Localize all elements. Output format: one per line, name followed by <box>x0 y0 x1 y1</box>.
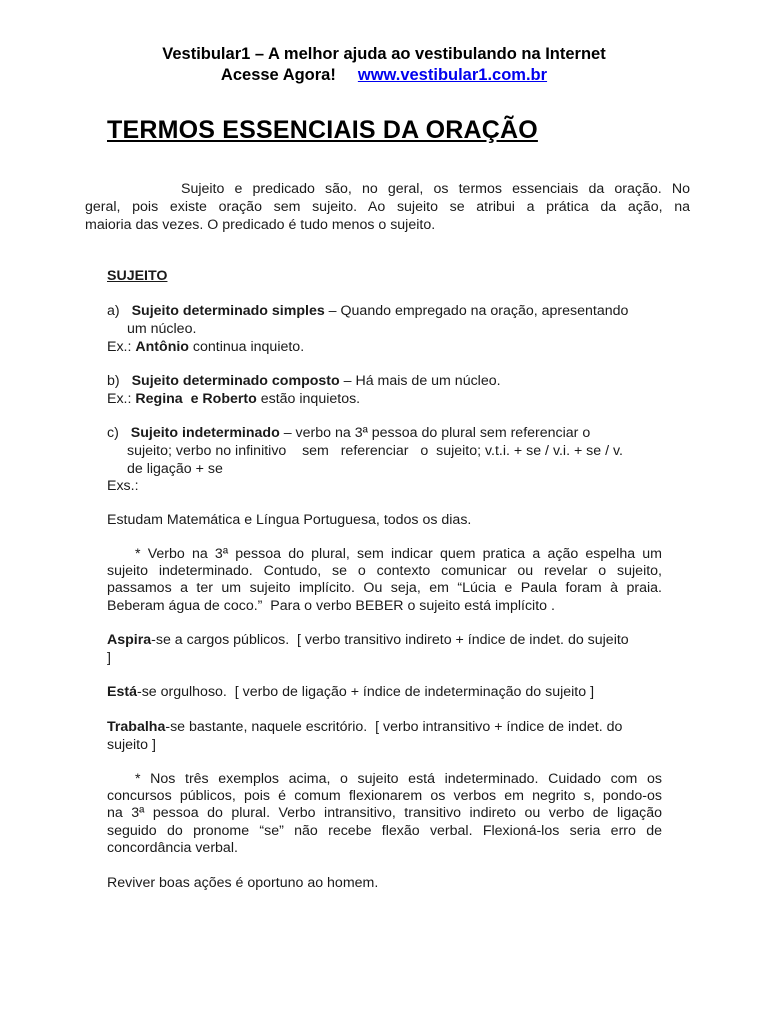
example-trabalha-line-2: sujeito ] <box>107 737 156 753</box>
item-a-line-1 <box>107 303 628 320</box>
item-b-ex-bold: Regina e Roberto <box>135 391 257 407</box>
note-1-line-2: sujeito indeterminado. Contudo, se o contexto comunicar ou revelar o sujeito, <box>107 563 662 579</box>
item-a-line-2: um núcleo. <box>127 321 197 337</box>
note-1-line-1: * Verbo na 3ª pessoa do plural, sem indicar quem pratica a ação espelha um <box>135 546 662 562</box>
item-b-ex-rest: estão inquietos. <box>256 391 361 407</box>
aspira-rest: -se a cargos públicos. [ verbo transitivo indireto + índice de indet. do sujeito <box>151 632 629 648</box>
note-2-line-2: concursos públicos, pois é comum flexionarem os verbos em negrito s, pondo-os <box>107 788 662 804</box>
intro-line-3: maioria das vezes. O predicado é tudo menos o sujeito. <box>85 217 436 233</box>
item-b-ex-prefix: Ex.: <box>107 391 136 407</box>
item-b-term: Sujeito determinado composto <box>131 373 340 389</box>
site-link[interactable]: www.vestibular1.com.br <box>357 66 548 84</box>
item-b-example <box>107 391 360 408</box>
item-a-example <box>107 339 304 356</box>
item-c-line-3: de ligação + se <box>127 461 223 477</box>
example-estudam: Estudam Matemática e Língua Portuguesa, todos os dias. <box>107 512 472 528</box>
item-c-exs-label: Exs.: <box>107 478 139 494</box>
final-sentence: Reviver boas ações é oportuno ao homem. <box>107 875 379 891</box>
header-prefix: Acesse Agora! <box>220 66 336 84</box>
item-c-line-1 <box>107 425 590 442</box>
item-a-marker: a) <box>107 303 120 319</box>
header-line-2 <box>0 65 768 85</box>
page-title: TERMOS ESSENCIAIS DA ORAÇÃO <box>107 116 538 144</box>
intro-line-2: geral, pois existe oração sem sujeito. Ao sujeito se atribui a prática da ação, na <box>85 199 690 215</box>
note-2-line-1: * Nos três exemplos acima, o sujeito está indeterminado. Cuidado com os <box>135 771 662 787</box>
aspira-bold: Aspira <box>107 632 152 648</box>
item-a-ex-rest: continua inquieto. <box>188 339 305 355</box>
note-2-line-3: na 3ª pessoa do plural. Verbo intransitivo, transitivo indireto ou verbo de ligação <box>107 805 662 821</box>
item-a-rest-1: – Quando empregado na oração, apresentando <box>324 303 629 319</box>
item-c-line-2: sujeito; verbo no infinitivo sem referenciar o sujeito; v.t.i. + se / v.i. + se / v. <box>127 443 623 459</box>
item-c-rest-1: – verbo na 3ª pessoa do plural sem referenciar o <box>279 425 591 441</box>
item-b-line-1 <box>107 373 501 390</box>
example-aspira <box>107 632 629 649</box>
section-title-sujeito: SUJEITO <box>107 268 168 284</box>
example-trabalha <box>107 719 622 736</box>
item-b-marker: b) <box>107 373 120 389</box>
note-2-line-4: seguido do pronome “se” não recebe flexão verbal. Flexioná-los seria erro de <box>107 823 662 839</box>
item-a-ex-bold: Antônio <box>135 339 189 355</box>
esta-rest: -se orgulhoso. [ verbo de ligação + índice de indeterminação do sujeito ] <box>136 684 595 700</box>
note-2-line-5: concordância verbal. <box>107 840 238 856</box>
header-line-1: Vestibular1 – A melhor ajuda ao vestibulando na Internet <box>162 45 606 63</box>
example-aspira-line-2: ] <box>107 650 111 666</box>
trabalha-rest: -se bastante, naquele escritório. [ verbo intransitivo + índice de indet. do <box>165 719 623 735</box>
item-a-ex-prefix: Ex.: <box>107 339 136 355</box>
note-1-line-3: passamos a ter um sujeito implícito. Ou seja, em “Lúcia e Paula foram à praia. <box>107 580 662 596</box>
item-b-rest: – Há mais de um núcleo. <box>339 373 501 389</box>
note-1-line-4: Beberam água de coco.” Para o verbo BEBER o sujeito está implícito . <box>107 598 555 614</box>
example-esta <box>107 684 594 701</box>
intro-line-1: Sujeito e predicado são, no geral, os termos essenciais da oração. No <box>181 181 690 197</box>
item-c-term: Sujeito indeterminado <box>130 425 280 441</box>
esta-bold: Está <box>107 684 137 700</box>
trabalha-bold: Trabalha <box>107 719 166 735</box>
item-c-marker: c) <box>107 425 119 441</box>
item-a-term: Sujeito determinado simples <box>131 303 325 319</box>
